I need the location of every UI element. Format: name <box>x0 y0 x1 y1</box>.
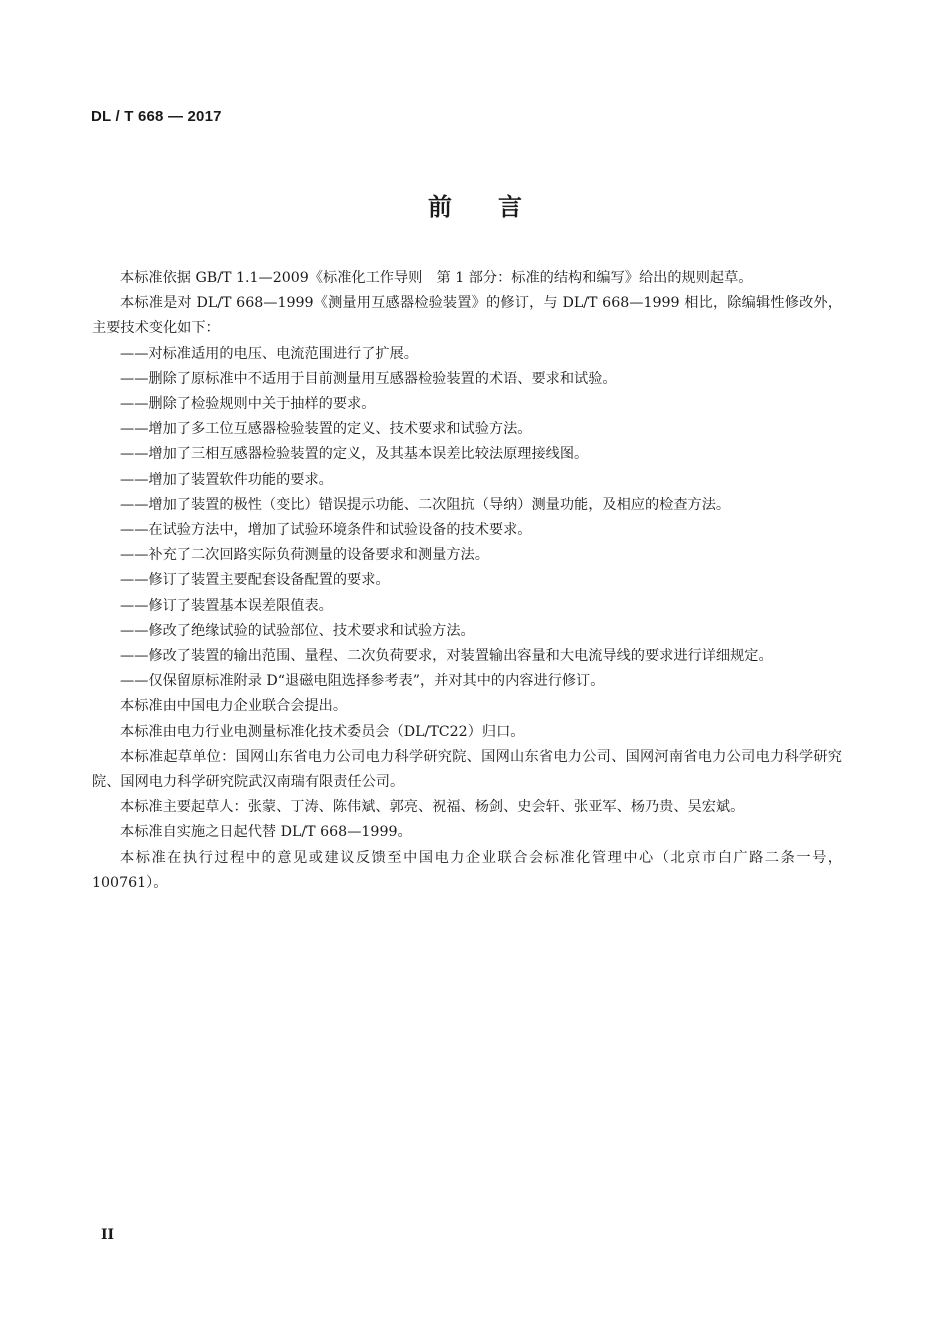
page-number: II <box>101 1227 115 1243</box>
list-item: ——删除了检验规则中关于抽样的要求。 <box>120 396 376 413</box>
paragraph-committee: 本标准由电力行业电测量标准化技术委员会（DL/TC22）归口。 <box>120 723 525 740</box>
list-item: ——修订了装置主要配套设备配置的要求。 <box>120 572 390 589</box>
document-code: DL / T 668 — 2017 <box>91 108 222 125</box>
list-item: ——增加了装置的极性（变比）错误提示功能、二次阻抗（导纳）测量功能，及相应的检查方法。 <box>120 496 731 513</box>
paragraph-replacement: 本标准自实施之日起代替 DL/T 668—1999。 <box>120 824 412 841</box>
list-item: ——增加了装置软件功能的要求。 <box>120 471 333 488</box>
paragraph-revision-summary: 本标准是对 DL/T 668—1999《测量用互感器检验装置》的修订，与 DL/T 668—1999 相比，除编辑性修改外，主要技术变化如下： <box>92 295 842 337</box>
list-item: ——对标准适用的电压、电流范围进行了扩展。 <box>120 345 418 362</box>
page-title: 前言 <box>428 193 568 221</box>
list-item: ——删除了原标准中不适用于目前测量用互感器检验装置的术语、要求和试验。 <box>120 370 617 387</box>
list-item: ——补充了二次回路实际负荷测量的设备要求和测量方法。 <box>120 547 489 564</box>
list-item: ——仅保留原标准附录 D“退磁电阻选择参考表”，并对其中的内容进行修订。 <box>120 673 605 690</box>
paragraph-feedback: 本标准在执行过程中的意见或建议反馈至中国电力企业联合会标准化管理中心（北京市白广路二条一号，100761）。 <box>92 849 842 891</box>
paragraph-drafting-basis: 本标准依据 GB/T 1.1—2009《标准化工作导则 第 1 部分：标准的结构和编写》给出的规则起草。 <box>120 270 753 286</box>
list-item: ——修改了绝缘试验的试验部位、技术要求和试验方法。 <box>120 622 475 639</box>
foreword-body <box>92 266 842 896</box>
list-item: ——修改了装置的输出范围、量程、二次负荷要求，对装置输出容量和大电流导线的要求进行详细规定。 <box>120 648 773 665</box>
list-item: ——增加了多工位互感器检验装置的定义、技术要求和试验方法。 <box>120 421 532 438</box>
list-item: ——在试验方法中，增加了试验环境条件和试验设备的技术要求。 <box>120 522 532 539</box>
list-item: ——修订了装置基本误差限值表。 <box>120 597 333 614</box>
paragraph-drafting-units: 本标准起草单位：国网山东省电力公司电力科学研究院、国网山东省电力公司、国网河南省电力公司电力科学研究院、国网电力科学研究院武汉南瑞有限责任公司。 <box>92 748 842 791</box>
paragraph-drafters: 本标准主要起草人：张蒙、丁涛、陈伟斌、郭亮、祝福、杨剑、史会轩、张亚军、杨乃贵、吴宏斌。 <box>120 799 745 816</box>
paragraph-proposer: 本标准由中国电力企业联合会提出。 <box>120 698 348 715</box>
list-item: ——增加了三相互感器检验装置的定义，及其基本误差比较法原理接线图。 <box>120 446 589 463</box>
